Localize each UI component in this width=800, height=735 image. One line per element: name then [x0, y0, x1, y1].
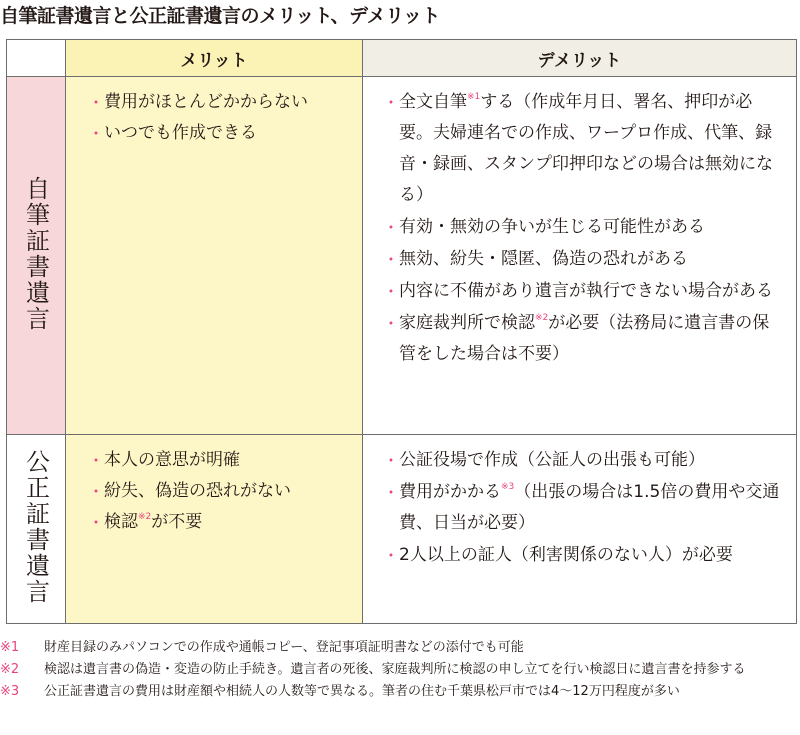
list-item: ・ 公証役場で作成（公証人の出張も可能） — [377, 445, 786, 476]
bullet-icon: ・ — [88, 451, 105, 470]
merit-column-header: メリット — [66, 40, 363, 77]
demerit-column-header: デメリット — [363, 40, 797, 77]
bullet-icon: ・ — [383, 314, 400, 333]
list-item: ・ 検認$^{※2}$が不要 — [82, 507, 354, 538]
footnote-mark: ※1 — [0, 640, 20, 655]
table-corner-cell — [7, 40, 66, 77]
row-label: 公正証書遺言 — [21, 449, 50, 605]
footnote-ref: ※2 — [138, 512, 152, 522]
bullet-icon: ・ — [88, 124, 105, 143]
list-item: ・ 全文自筆$^{※1}$する（作成年月日、署名、押印が必要。夫婦連名での作成、ワープロ作成、代筆、録音・録画、スタンプ印押印などの場合は無効になる） — [377, 87, 786, 211]
merit-cell-holographic-will — [66, 77, 363, 435]
footnote-1 — [0, 637, 800, 659]
bullet-icon: ・ — [88, 482, 105, 501]
list-item: ・ 有効・無効の争いが生じる可能性がある — [377, 212, 786, 243]
bullet-icon: ・ — [88, 93, 105, 112]
bullet-icon: ・ — [383, 451, 400, 470]
footnote-ref: ※2 — [535, 313, 549, 323]
list-item: ・ 紛失、偽造の恐れがない — [82, 476, 354, 507]
list-item: ・ 家庭裁判所で検認$^{※2}$が必要（法務局に遺言書の保管をした場合は不要） — [377, 308, 786, 370]
list-item: ・ 費用がほとんどかからない — [82, 87, 354, 118]
footnote-ref: ※1 — [467, 92, 481, 102]
demerit-cell-notarial-will — [363, 435, 797, 624]
row-header-holographic-will — [7, 77, 66, 435]
bullet-icon: ・ — [383, 218, 400, 237]
comparison-table — [6, 39, 797, 624]
footnote-ref: ※3 — [501, 482, 515, 492]
footnote-mark: ※2 — [0, 662, 20, 677]
demerit-cell-holographic-will — [363, 77, 797, 435]
list-item: ・ 2人以上の証人（利害関係のない人）が必要 — [377, 540, 786, 571]
list-item: ・ 内容に不備があり遺言が執行できない場合がある — [377, 276, 786, 307]
page-title: 自筆証書遺言と公正証書遺言のメリット、デメリット — [0, 5, 441, 27]
row-label: 自筆証書遺言 — [21, 175, 50, 332]
list-item: ・ 本人の意思が明確 — [82, 445, 354, 476]
footnote-2 — [0, 659, 800, 681]
footnote-text: 検認は遺言書の偽造・変造の防止手続き。遺言者の死後、家庭裁判所に検認の申し立てを行い検認日に遺言書を持参する — [44, 662, 746, 677]
bullet-icon: ・ — [383, 546, 400, 565]
bullet-icon: ・ — [383, 483, 400, 502]
footnote-3 — [0, 681, 800, 703]
table-row-holographic-will — [7, 77, 797, 435]
list-item: ・ 無効、紛失・隠匿、偽造の恐れがある — [377, 244, 786, 275]
merit-cell-notarial-will — [66, 435, 363, 624]
footnote-text: 公正証書遺言の費用は財産額や相続人の人数等で異なる。筆者の住む千葉県松戸市では4～12万円程度が多い — [44, 684, 680, 699]
bullet-icon: ・ — [383, 282, 400, 301]
bullet-icon: ・ — [383, 93, 400, 112]
bullet-icon: ・ — [88, 513, 105, 532]
footnotes — [0, 637, 800, 703]
footnote-mark: ※3 — [0, 684, 20, 699]
bullet-icon: ・ — [383, 250, 400, 269]
list-item: ・ 費用がかかる$^{※3}$（出張の場合は1.5倍の費用や交通費、日当が必要） — [377, 477, 786, 539]
table-header-row — [7, 40, 797, 77]
row-header-notarial-will — [7, 435, 66, 624]
footnote-text: 財産目録のみパソコンでの作成や通帳コピー、登記事項証明書などの添付でも可能 — [44, 640, 524, 655]
table-row-notarial-will — [7, 435, 797, 624]
list-item: ・ いつでも作成できる — [82, 118, 354, 149]
